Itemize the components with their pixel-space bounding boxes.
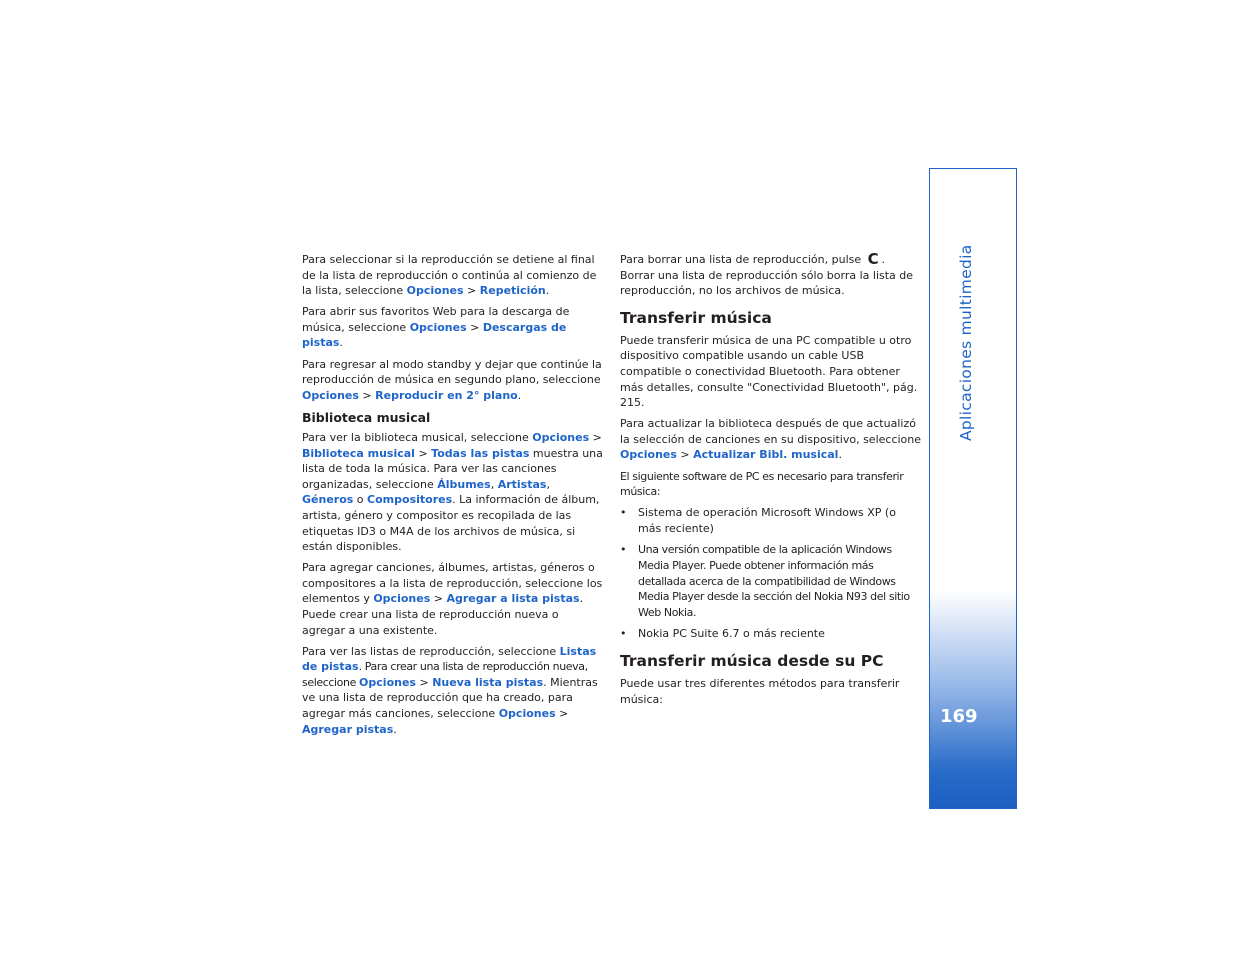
right-column	[620, 252, 922, 713]
text: .	[339, 336, 343, 350]
text: Para actualizar la biblioteca después de que actualizó la selección de canciones en su dispositivo, seleccione	[620, 417, 922, 446]
heading-biblioteca-musical: Biblioteca musical	[302, 410, 431, 426]
text: Para borrar una lista de reproducción, pulse	[620, 253, 865, 266]
separator: >	[466, 320, 483, 334]
text: .	[517, 388, 522, 402]
text: Para regresar al modo standby y dejar que continúe la reproducción de música en segundo plano, seleccione	[302, 357, 602, 387]
separator: >	[676, 448, 694, 462]
list-item	[620, 626, 922, 642]
paragraph-playlists	[302, 644, 604, 738]
link-generos[interactable]: Géneros	[302, 493, 354, 507]
paragraph-three-methods: Puede usar tres diferentes métodos para transferir música:	[620, 676, 900, 706]
link-biblioteca-musical[interactable]: Biblioteca musical	[302, 446, 415, 460]
paragraph-add-songs	[302, 560, 604, 638]
chapter-title: Aplicaciones multimedia	[957, 244, 975, 441]
clear-key-icon: C	[867, 250, 879, 268]
separator: >	[358, 388, 376, 402]
link-nueva-lista-pistas[interactable]: Nueva lista pistas	[432, 675, 544, 689]
link-repeticion[interactable]: Repetición	[479, 284, 546, 298]
text: Para abrir sus favoritos Web para la descarga de música, seleccione	[302, 305, 570, 334]
text: ,	[490, 477, 498, 491]
paragraph-software-required: El siguiente software de PC es necesario para transferir música:	[620, 469, 904, 499]
link-opciones[interactable]: Opciones	[302, 388, 359, 402]
link-opciones[interactable]: Opciones	[409, 320, 467, 334]
list-item-text: Una versión compatible de la aplicación Windows Media Player. Puede obtener información más detallada acerca de la compatibilidad de Windows Media Player desde la sección del Nokia N93 del sitio Web Nokia.	[638, 543, 910, 619]
separator: >	[430, 592, 447, 606]
link-opciones[interactable]: Opciones	[406, 284, 464, 298]
link-opciones[interactable]: Opciones	[620, 448, 677, 462]
text: . Mientras ve una lista de reproducción que ha creado, para agregar más canciones, seleccione	[302, 675, 598, 721]
text: o	[353, 493, 368, 507]
text: Para seleccionar si la reproducción se detiene al final de la lista de reproducción o continúa al comienzo de la lista, seleccione	[302, 253, 597, 298]
list-item	[620, 542, 922, 620]
separator: >	[555, 707, 569, 721]
separator: >	[415, 675, 433, 689]
link-agregar-a-lista-pistas[interactable]: Agregar a lista pistas	[446, 592, 580, 606]
paragraph-transfer-intro: Puede transferir música de una PC compatible u otro dispositivo compatible usando un cable USB compatible o conectividad Bluetooth. Para obtener más detalles, consulte "Conectividad Bluetooth", pág. 215.	[620, 333, 918, 410]
separator: >	[463, 284, 480, 298]
text: Para ver las listas de reproducción, seleccione	[302, 644, 560, 658]
list-item-text: Nokia PC Suite 6.7 o más reciente	[638, 627, 825, 641]
text: Para ver la biblioteca musical, seleccione	[302, 430, 533, 444]
heading-transferir-musica-desde-pc: Transferir música desde su PC	[620, 651, 884, 670]
link-opciones[interactable]: Opciones	[532, 430, 590, 444]
bullet-icon: •	[620, 543, 627, 557]
link-albumes[interactable]: Álbumes	[437, 477, 491, 491]
text: ,	[546, 477, 550, 491]
text: . Puede crear una lista de reproducción nueva o agregar a una existente.	[302, 592, 584, 637]
text: . Para crear una lista de reproducción nueva, seleccione	[302, 660, 588, 689]
paragraph-library	[302, 430, 604, 555]
text: Para agregar canciones, álbumes, artistas, géneros o compositores a la lista de reproducción, seleccione los elementos y	[302, 561, 603, 606]
link-listas-de-pistas[interactable]: Listas de pistas	[302, 644, 597, 674]
heading-transferir-musica: Transferir música	[620, 308, 772, 327]
paragraph-downloads	[302, 304, 604, 351]
link-reproducir-en-2-plano[interactable]: Reproducir en 2° plano	[375, 388, 518, 402]
link-agregar-pistas[interactable]: Agregar pistas	[302, 722, 394, 736]
left-column	[302, 252, 604, 743]
text: .	[393, 722, 397, 736]
bullet-icon: •	[620, 627, 627, 641]
text: .	[838, 448, 842, 462]
separator: >	[414, 446, 432, 460]
page-number: 169	[940, 706, 978, 727]
software-list	[620, 505, 922, 642]
link-todas-las-pistas[interactable]: Todas las pistas	[431, 446, 530, 460]
paragraph-delete-playlist	[620, 252, 922, 299]
list-item-text: Sistema de operación Microsoft Windows XP (o más reciente)	[638, 506, 896, 535]
text: muestra una lista de toda la música. Para ver las canciones organizadas, seleccione	[302, 446, 603, 491]
paragraph-update-library	[620, 416, 922, 463]
link-compositores[interactable]: Compositores	[367, 493, 453, 507]
paragraph-repeat	[302, 252, 604, 299]
bullet-icon: •	[620, 506, 627, 520]
link-actualizar-bibl-musical[interactable]: Actualizar Bibl. musical	[693, 448, 839, 462]
link-opciones[interactable]: Opciones	[359, 675, 416, 689]
link-artistas[interactable]: Artistas	[497, 477, 547, 491]
link-descargas-de-pistas[interactable]: Descargas de pistas	[302, 320, 567, 350]
paragraph-background	[302, 357, 604, 404]
text: . La información de álbum, artista, género y compositor es recopilada de las etiquetas ID3 o M4A de los archivos de música, si están disponibles.	[302, 493, 600, 554]
list-item	[620, 505, 922, 536]
text: .	[545, 284, 550, 298]
separator: >	[589, 430, 602, 444]
text: . Borrar una lista de reproducción sólo borra la lista de reproducción, no los archivos de música.	[620, 253, 914, 298]
link-opciones[interactable]: Opciones	[373, 592, 431, 606]
link-opciones[interactable]: Opciones	[498, 707, 556, 721]
